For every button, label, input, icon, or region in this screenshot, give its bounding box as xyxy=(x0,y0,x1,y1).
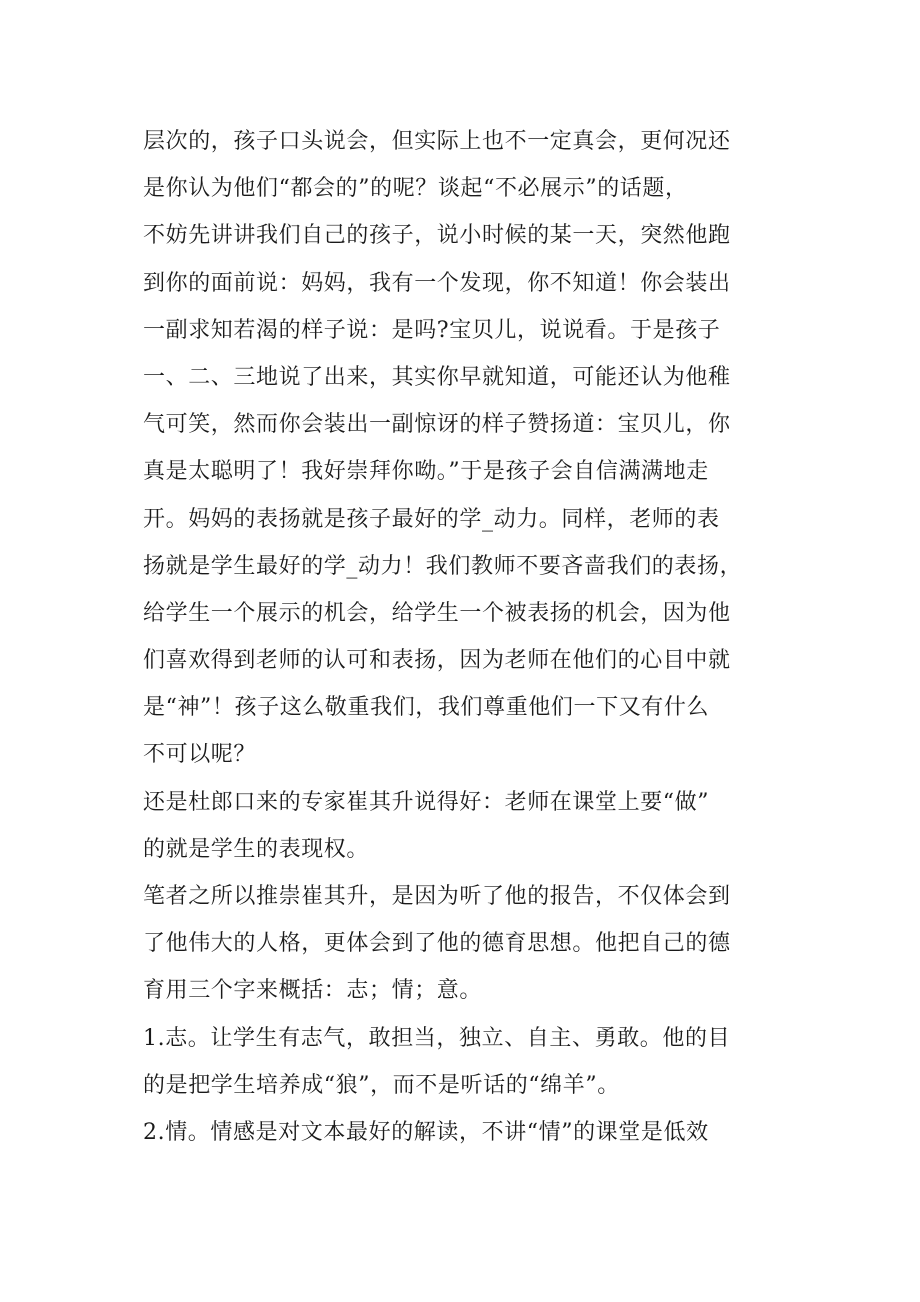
text-line: 的就是学生的表现权。 xyxy=(143,836,370,862)
text-line: 给学生一个展示的机会，给学生一个被表扬的机会，因为他 xyxy=(143,600,731,626)
document-body xyxy=(143,118,793,1156)
text-line: 是“神”！孩子这么敬重我们，我们尊重他们一下又有什么 xyxy=(143,695,710,721)
text-line: 们喜欢得到老师的认可和表扬，因为老师在他们的心目中就 xyxy=(143,648,731,674)
text-line: 不妨先讲讲我们自己的孩子，说小时候的某一天，突然他跑 xyxy=(143,223,731,249)
text-line: 一、二、三地说了出来，其实你早就知道，可能还认为他稚 xyxy=(143,364,731,390)
text-line: 育用三个字来概括：志；情；意。 xyxy=(143,978,483,1004)
text-line: 的是把学生培养成“狼”，而不是听话的“绵羊”。 xyxy=(143,1072,620,1098)
text-line: 到你的面前说：妈妈，我有一个发现，你不知道！你会装出 xyxy=(143,270,731,296)
text-line: 还是杜郎口来的专家崔其升说得好：老师在课堂上要“做” xyxy=(143,789,710,815)
text-line: 笔者之所以推崇崔其升，是因为听了他的报告，不仅体会到 xyxy=(143,884,731,909)
text-line: 扬就是学生最好的学_动力！我们教师不要吝啬我们的表扬， xyxy=(143,553,743,579)
text-line: 是你认为他们“都会的”的呢？谈起“不必展示”的话题， xyxy=(143,176,688,202)
text-line: 开。妈妈的表扬就是孩子最好的学_动力。同样，老师的表 xyxy=(143,506,720,532)
text-line: 一副求知若渴的样子说：是吗?宝贝儿，说说看。于是孩子 xyxy=(143,317,721,343)
text-line: 1.志。让学生有志气，敢担当，独立、自主、勇敢。他的目 xyxy=(143,1025,731,1051)
text-line: 层次的，孩子口头说会，但实际上也不一定真会，更何况还 xyxy=(143,129,731,154)
text-line: 不可以呢？ xyxy=(143,742,257,768)
text-line: 2.情。情感是对文本最好的解读，不讲“情”的课堂是低效 xyxy=(143,1119,709,1145)
text-line: 真是太聪明了！我好崇拜你呦。”于是孩子会自信满满地走 xyxy=(143,459,709,485)
text-line: 了他伟大的人格，更体会到了他的德育思想。他把自己的德 xyxy=(143,931,731,957)
text-line: 气可笑，然而你会装出一副惊讶的样子赞扬道：宝贝儿，你 xyxy=(143,412,731,438)
